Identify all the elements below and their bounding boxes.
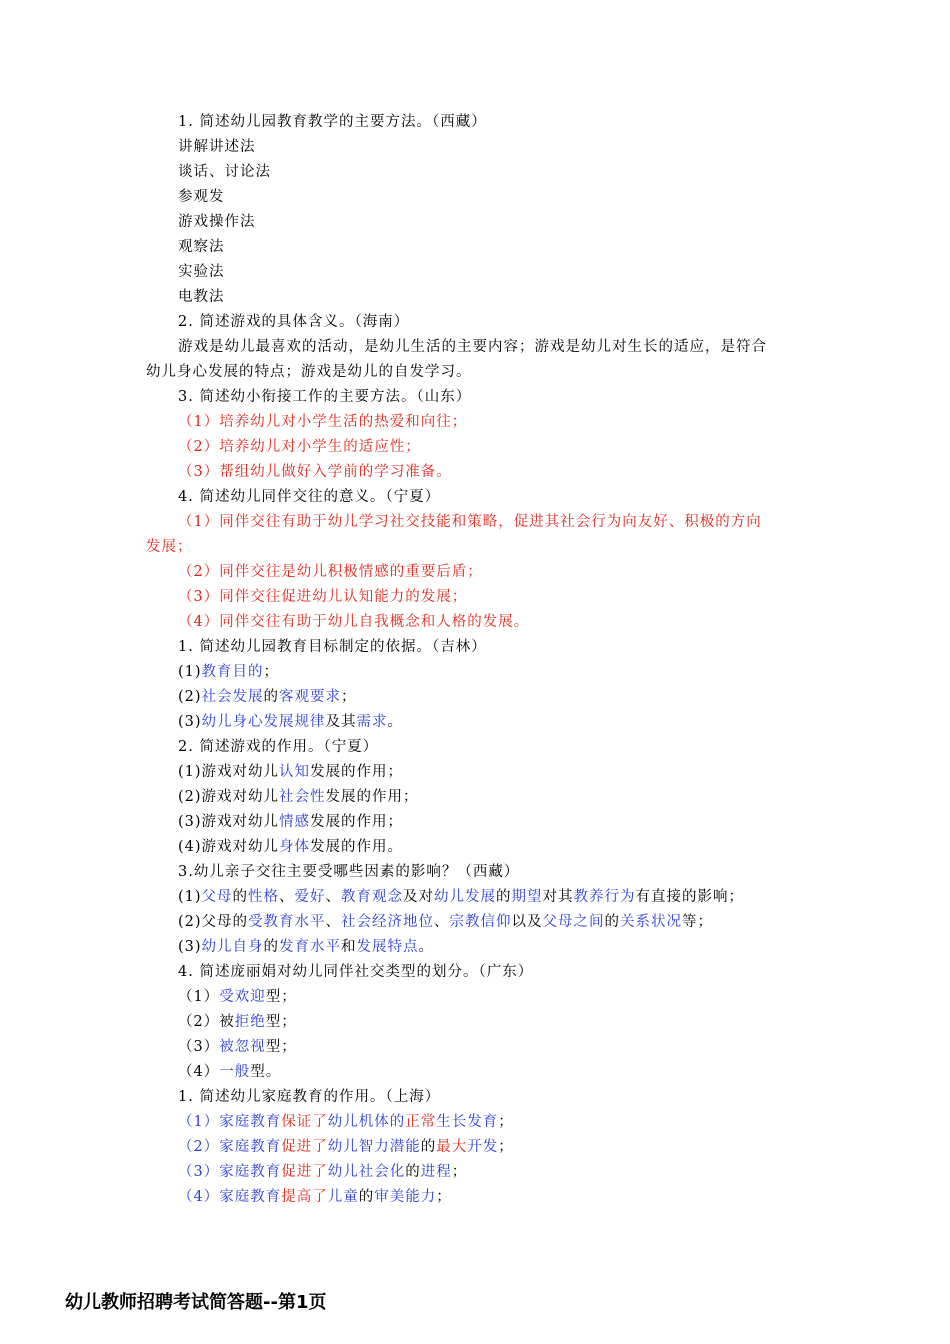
text-line (178, 112, 487, 132)
text-line (178, 1062, 281, 1082)
text-segment: (1)游戏对幼儿 (178, 764, 280, 780)
text-segment: （2）培养幼儿对小学生的适应性； (178, 439, 421, 455)
text-line (178, 312, 409, 332)
text-line (178, 462, 452, 482)
text-segment: 。 (418, 939, 435, 955)
text-segment: 参观发 (178, 189, 225, 205)
text-segment: 1. 简述幼儿家庭教育的作用。（上海） (178, 1089, 441, 1105)
text-line (178, 1012, 297, 1032)
text-segment: 、 (279, 889, 295, 905)
text-segment: 社会性 (279, 789, 326, 805)
text-line (178, 837, 403, 857)
text-line (178, 612, 529, 632)
text-segment: 幼儿机体的 (327, 1114, 406, 1130)
text-segment: 审美能力 (374, 1189, 437, 1205)
text-line (178, 237, 225, 257)
text-line (178, 737, 378, 757)
text-segment: 发展的作用； (325, 789, 419, 805)
text-segment: 幼儿社会化 (327, 1164, 406, 1180)
text-segment: 型； (265, 1014, 297, 1030)
text-segment: 讲解讲述法 (178, 139, 256, 155)
text-segment: 需求 (356, 714, 388, 730)
text-segment: 保证了 (281, 1114, 328, 1130)
text-segment: (2)游戏对幼儿 (178, 789, 280, 805)
text-segment: 的 (263, 939, 280, 955)
text-segment: 、 (434, 914, 450, 930)
text-line (178, 587, 467, 607)
text-line (178, 1087, 440, 1107)
text-segment: 。 (387, 714, 404, 730)
text-segment: ； (263, 664, 280, 680)
text-line (178, 812, 403, 832)
text-line (178, 562, 483, 582)
text-segment: 拒绝 (234, 1014, 266, 1030)
text-segment: （1）培养幼儿对小学生活的热爱和向往； (178, 414, 468, 430)
page-footer: 幼儿教师招聘考试简答题--第1页 (65, 1292, 327, 1313)
text-segment: 认知 (279, 764, 311, 780)
text-segment: （1）家庭教育 (178, 1114, 282, 1130)
text-segment: （3） (178, 1039, 220, 1055)
text-line (178, 512, 762, 532)
text-segment: 的 (604, 914, 621, 930)
text-segment: 的 (358, 1189, 375, 1205)
text-segment: (3) (178, 714, 202, 730)
text-segment: （1） (178, 989, 220, 1005)
text-line (178, 912, 713, 932)
text-segment: 2. 简述游戏的具体含义。（海南） (178, 314, 410, 330)
text-line (178, 937, 434, 957)
text-segment: 发展； (146, 539, 193, 555)
text-segment: 情感 (279, 814, 311, 830)
text-line (178, 687, 357, 707)
text-segment: 进程 (420, 1164, 452, 1180)
text-line (178, 1137, 514, 1157)
text-line (178, 1187, 452, 1207)
text-segment: （2）同伴交往是幼儿积极情感的重要后盾； (178, 564, 483, 580)
text-segment: 受教育水平 (248, 914, 326, 930)
text-line (178, 287, 225, 307)
text-line (178, 787, 419, 807)
text-segment: 电教法 (178, 289, 225, 305)
text-line (146, 537, 193, 557)
text-segment: 关系状况 (620, 914, 683, 930)
text-line (178, 962, 533, 982)
text-segment: （1）同伴交往有助于幼儿学习社交技能和策略，促进其社会行为向友好、积极的方向 (178, 514, 762, 530)
text-segment: (2) (178, 689, 202, 705)
text-segment: 的 (232, 889, 249, 905)
text-line (178, 987, 297, 1007)
text-segment: 发展的作用。 (310, 839, 404, 855)
text-segment: 发展的作用； (310, 764, 404, 780)
text-segment: 2. 简述游戏的作用。（宁夏） (178, 739, 379, 755)
text-segment: (2)父母的 (178, 914, 249, 930)
text-segment: 社会发展 (201, 689, 264, 705)
text-segment: 1. 简述幼儿园教育教学的主要方法。（西藏） (178, 114, 487, 130)
text-segment: 的 (420, 1139, 437, 1155)
text-line (146, 362, 472, 382)
text-segment: (3) (178, 939, 202, 955)
text-segment: 和 (341, 939, 357, 955)
text-segment: 被忽视 (219, 1039, 266, 1055)
text-segment: (1) (178, 664, 202, 680)
text-segment: 幼儿身心发展的特点；游戏是幼儿的自发学习。 (146, 364, 472, 380)
text-segment: 性格 (248, 889, 280, 905)
text-segment: （3）帮组幼儿做好入学前的学习准备。 (178, 464, 452, 480)
text-segment: （2）家庭教育 (178, 1139, 282, 1155)
text-segment: （4）家庭教育 (178, 1189, 282, 1205)
text-segment: (1) (178, 889, 202, 905)
text-line (178, 1162, 467, 1182)
text-segment: 4. 简述庞丽娟对幼儿同伴社交类型的划分。（广东） (178, 964, 534, 980)
text-line (178, 262, 225, 282)
text-segment: ； (341, 689, 357, 705)
text-line (178, 1112, 514, 1132)
text-segment: 的 (496, 889, 512, 905)
text-segment: 有直接的影响； (635, 889, 745, 905)
text-segment: 4. 简述幼儿同伴交往的意义。（宁夏） (178, 489, 441, 505)
text-segment: 爱好 (294, 889, 326, 905)
text-segment: 谈话、讨论法 (178, 164, 271, 180)
text-segment: 以及 (511, 914, 543, 930)
text-segment: 3. 简述幼小衔接工作的主要方法。（山东） (178, 389, 472, 405)
text-line (178, 337, 767, 357)
text-segment: 一般 (219, 1064, 251, 1080)
text-segment: 社会经济地位 (341, 914, 435, 930)
text-segment: 最大 (436, 1139, 468, 1155)
text-segment: 身体 (279, 839, 311, 855)
text-segment: 促进了 (281, 1164, 328, 1180)
text-line (178, 137, 256, 157)
text-segment: 促进了 (281, 1139, 328, 1155)
text-segment: 宗教信仰 (449, 914, 512, 930)
text-segment: 儿童 (327, 1189, 359, 1205)
text-segment: 发展的作用； (310, 814, 404, 830)
text-segment: 的 (405, 1164, 421, 1180)
text-segment: 等； (682, 914, 714, 930)
text-segment: 、 (325, 889, 342, 905)
text-segment: （3）家庭教育 (178, 1164, 282, 1180)
text-segment: （4） (178, 1064, 220, 1080)
text-line (178, 762, 403, 782)
text-line (178, 162, 271, 182)
text-segment: 父母之间 (542, 914, 605, 930)
text-segment: 实验法 (178, 264, 225, 280)
text-segment: 型。 (250, 1064, 282, 1080)
text-line (178, 887, 744, 907)
text-segment: 父母 (201, 889, 233, 905)
text-line (178, 662, 279, 682)
text-line (178, 387, 471, 407)
text-line (178, 437, 421, 457)
text-line (178, 212, 256, 232)
text-segment: 教养行为 (573, 889, 636, 905)
text-segment: 型； (265, 989, 297, 1005)
text-segment: 受欢迎 (219, 989, 266, 1005)
text-line (178, 1037, 297, 1057)
text-segment: 幼儿发展 (434, 889, 497, 905)
text-segment: 型； (265, 1039, 297, 1055)
text-segment: 正常 (405, 1114, 437, 1130)
text-segment: 发展特点 (356, 939, 419, 955)
text-line (178, 862, 519, 882)
text-segment: 3.幼儿亲子交往主要受哪些因素的影响？（西藏） (178, 864, 520, 880)
text-segment: (4)游戏对幼儿 (178, 839, 280, 855)
text-segment: 客观要求 (279, 689, 342, 705)
text-segment: 教育观念 (341, 889, 404, 905)
text-segment: ； (436, 1189, 452, 1205)
text-segment: 生长发育 (436, 1114, 499, 1130)
text-segment: 1. 简述幼儿园教育目标制定的依据。（吉林） (178, 639, 487, 655)
text-segment: 幼儿智力潜能 (327, 1139, 421, 1155)
text-line (178, 712, 403, 732)
text-segment: 发育水平 (279, 939, 342, 955)
text-segment: 游戏是幼儿最喜欢的活动，是幼儿生活的主要内容；游戏是幼儿对生长的适应，是符合 (178, 339, 767, 355)
text-segment: 期望 (511, 889, 543, 905)
text-segment: 提高了 (281, 1189, 328, 1205)
text-segment: （3）同伴交往促进幼儿认知能力的发展； (178, 589, 468, 605)
text-segment: 幼儿身心发展规律 (201, 714, 326, 730)
text-line (178, 487, 440, 507)
text-segment: (3)游戏对幼儿 (178, 814, 280, 830)
text-segment: ； (498, 1139, 514, 1155)
text-segment: 游戏操作法 (178, 214, 256, 230)
text-segment: 的 (263, 689, 280, 705)
text-segment: 教育目的 (201, 664, 264, 680)
text-line (178, 412, 467, 432)
text-segment: 对其 (542, 889, 574, 905)
text-segment: ； (498, 1114, 514, 1130)
text-line (178, 187, 225, 207)
text-segment: 幼儿自身 (201, 939, 264, 955)
text-segment: （2）被 (178, 1014, 235, 1030)
text-segment: 观察法 (178, 239, 225, 255)
text-segment: 、 (325, 914, 342, 930)
text-segment: 开发 (467, 1139, 499, 1155)
text-segment: 及对 (403, 889, 435, 905)
text-line (178, 637, 487, 657)
text-segment: （4）同伴交往有助于幼儿自我概念和人格的发展。 (178, 614, 530, 630)
text-segment: ； (451, 1164, 468, 1180)
text-segment: 及其 (325, 714, 357, 730)
